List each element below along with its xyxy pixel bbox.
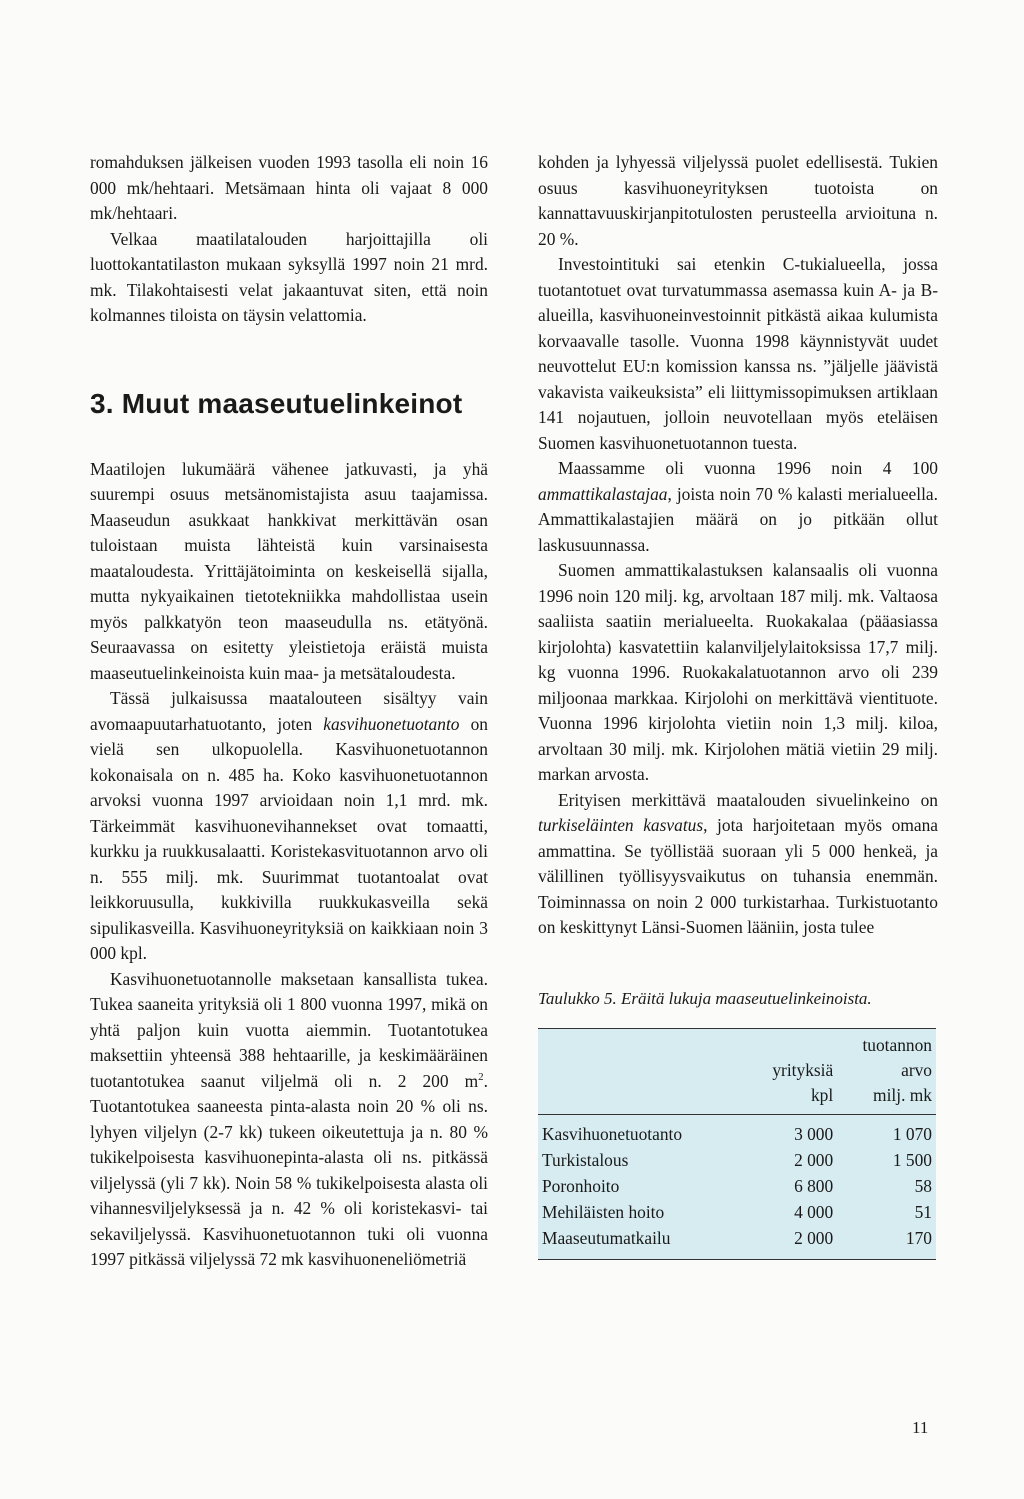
table-cell: Mehiläisten hoito xyxy=(542,1201,665,1222)
header-cell xyxy=(538,1029,743,1115)
table-header-row xyxy=(538,1029,936,1115)
table-cell: 1 500 xyxy=(892,1149,932,1170)
header-unit: kpl xyxy=(810,1084,834,1105)
table-cell: 51 xyxy=(914,1201,932,1222)
header-unit: milj. mk xyxy=(873,1084,932,1105)
header-cell xyxy=(743,1029,838,1115)
table-cell: 2 000 xyxy=(794,1227,834,1248)
header-cell xyxy=(837,1029,936,1115)
statistics-table xyxy=(538,1028,936,1260)
table-cell: 58 xyxy=(914,1175,932,1196)
emphasis-term: ammattikalastajaa xyxy=(538,483,668,504)
table-cell: 170 xyxy=(905,1227,932,1248)
text-run: Erityisen merkittävä maatalouden sivuelinkeino on xyxy=(558,789,938,810)
table-caption: Taulukko 5. Eräitä lukuja maaseutuelinkeinoista. xyxy=(538,988,872,1008)
table-cell: 3 000 xyxy=(794,1123,834,1144)
table-row xyxy=(538,1225,936,1259)
table-row xyxy=(538,1199,936,1225)
section-heading: 3. Muut maaseutuelinkeinot xyxy=(90,387,463,419)
table-cell: 6 800 xyxy=(794,1175,834,1196)
table-cell: 4 000 xyxy=(794,1201,834,1222)
header-label: yrityksiä xyxy=(772,1059,834,1080)
text-run: . Tuotantotukea saaneesta pinta-alasta noin 20 % oli ns. lyhyen viljelyn (2-7 kk) tukeen oikeutettuja ja n. 80 % tukikelpoisesta kasvihuonepinta-alasta oli ns. pitkässä viljelyssä (yli 7 kk). Noin 58 % tukikelpoisesta alasta oli vihannesviljelyksessä ja n. 42 % oli koristekasvi- tai sekaviljelyssä. Kasvihuonetuotannon tuki oli vuonna 1997 pitkässä viljelyssä 72 mk kasvihuoneneliömetriä xyxy=(90,1070,488,1269)
paragraph-fur-farming xyxy=(538,788,938,941)
text-run: Tässä julkaisussa maatalouteen sisältyy vain avomaapuutarhatuotanto, joten xyxy=(90,688,488,734)
table-cell: 1 070 xyxy=(892,1123,932,1144)
paragraph-national-support xyxy=(90,967,488,1273)
table-row xyxy=(538,1173,936,1199)
text-run: Maassamme oli vuonna 1996 noin 4 100 xyxy=(558,458,938,478)
superscript: 2 xyxy=(478,1070,484,1083)
table-row xyxy=(538,1114,936,1147)
emphasis-term: kasvihuonetuotanto xyxy=(323,713,460,734)
paragraph-farm-debt: Velkaa maatilatalouden harjoittajilla oli luottokantatilaston mukaan syksyllä 1997 noin 21 mrd. mk. Tilakohtaisesti velat jakaantuvat siten, että noin kolmannes tiloista on täysin velattomia. xyxy=(90,228,488,325)
paragraph-investment-support: Investointituki sai etenkin C-tukialueella, jossa tuotantotuet ovat turvatummassa asemassa kuin A- ja B-alueilla, kasvihuoneinvestoinnit pitkästä aikaa kulumista korvaavalle tasolle. Vuonna 1998 käynnistyvät uudet neuvottelut EU:n komission kanssa ns. ”jäljelle jäävistä vakavista vaikeuksista” eli liittymissopimuksen artiklaan 141 nojautuen, jolloin neuvotellaan myös eteläisen Suomen kasvihuonetuotannon tuesta. xyxy=(538,254,938,453)
right-column xyxy=(538,150,938,1260)
table-row xyxy=(538,1147,936,1173)
paragraph-support-share: kohden ja lyhyessä viljelyssä puolet edellisestä. Tukien osuus kasvihuoneyrityksen tuotoista on kannattavuuskirjanpitotulosten perusteella arvioituna n. 20 %. xyxy=(538,152,938,249)
table-cell: 2 000 xyxy=(794,1149,834,1170)
table-cell: Kasvihuonetuotanto xyxy=(542,1123,683,1144)
paragraph-greenhouse-production xyxy=(90,686,488,967)
text-run: , jota harjoitetaan myös omana ammattina. Se työllistää suoraan yli 5 000 henkeä, ja välillinen työllisyysvaikutus on tuhansia enemmän. Toiminnassa on noin 2 000 turkistarhaa. Turkistuotanto on keskittynyt Länsi-Suomen lääniin, josta tulee xyxy=(538,815,938,937)
text-run: on vielä sen ulkopuolella. Kasvihuonetuotannon kokonaisala on n. 485 ha. Koko kasvihuonetuotannon arvoksi vuonna 1997 arvioidaan noin 1,1 mrd. mk. Tärkeimmät kasvihuonevihannekset ovat tomaatti, kurkku ja ruukkusalaatti. Koristekasvituotannon arvo oli n. 555 milj. mk. Suurimmat tuotantoalat ovat leikkoruusulla, kukkivilla ruukkukasveilla sekä sipulikasveilla. Kasvihuoneyrityksiä on kaikkiaan noin 3 000 kpl. xyxy=(90,713,488,963)
text-run: Kasvihuonetuotannolle maksetaan kansallista tukea. Tukea saaneita yrityksiä oli 1 800 vuonna 1997, mikä on yhtä paljon kuin vuotta aiemmin. Tuotantotukea maksettiin yhteensä 388 hehtaarille, ja keskimääräinen tuotantotukea saanut viljelmä oli n. 2 200 m xyxy=(90,968,488,1091)
table-cell: Poronhoito xyxy=(542,1175,620,1196)
table-cell: Maaseutumatkailu xyxy=(542,1227,671,1248)
paragraph-fishermen xyxy=(538,456,938,558)
page-number: 11 xyxy=(912,1418,929,1437)
table-cell: Turkistalous xyxy=(542,1149,629,1170)
paragraph-fish-catch: Suomen ammattikalastuksen kalansaalis oli vuonna 1996 noin 120 milj. kg, arvoltaan 187 milj. mk. Valtaosa saaliista saatiin merialueelta. Ruokakalaa (pääasiassa kirjolohta) kasvatettiin kalanviljelylaitoksissa 17,7 milj. kg vuonna 1996. Ruokakalatuotannon arvo oli 239 miljoonaa markkaa. Kirjolohi on merkittävä vientituote. Vuonna 1996 kirjolohta vietiin noin 1,3 milj. kiloa, arvoltaan 30 milj. mk. Kirjolohen mätiä vietiin 29 milj. markan arvosta. xyxy=(538,560,938,784)
emphasis-term: turkiseläinten kasvatus xyxy=(538,815,704,835)
header-label: tuotannon arvo xyxy=(862,1034,932,1080)
left-column xyxy=(90,150,488,1273)
paragraph-land-prices: romahduksen jälkeisen vuoden 1993 tasolla eli noin 16 000 mk/hehtaari. Metsämaan hinta oli vajaat 8 000 mk/hehtaari. xyxy=(90,152,488,223)
paragraph-rural-livelihoods: Maatilojen lukumäärä vähenee jatkuvasti, ja yhä suurempi osuus metsänomistajista asuu taajamissa. Maaseudun asukkaat hankkivat merkittävän osan tuloistaan muista lähteistä kuin varsinaisesta maataloudesta. Yrittäjätoiminta on keskeisellä sijalla, mutta nykyaikainen tietotekniikka mahdollistaa usein myös palkkatyön teon maaseudulla ns. etätyönä. Seuraavassa on esitetty yleistietoja eräistä muista maaseutuelinkeinoista kuin maa- ja metsätaloudesta. xyxy=(90,458,488,683)
text-run: , joista noin 70 % kalasti merialueella. Ammattikalastajien määrä on jo pitkään ollut laskusuunnassa. xyxy=(538,483,938,555)
